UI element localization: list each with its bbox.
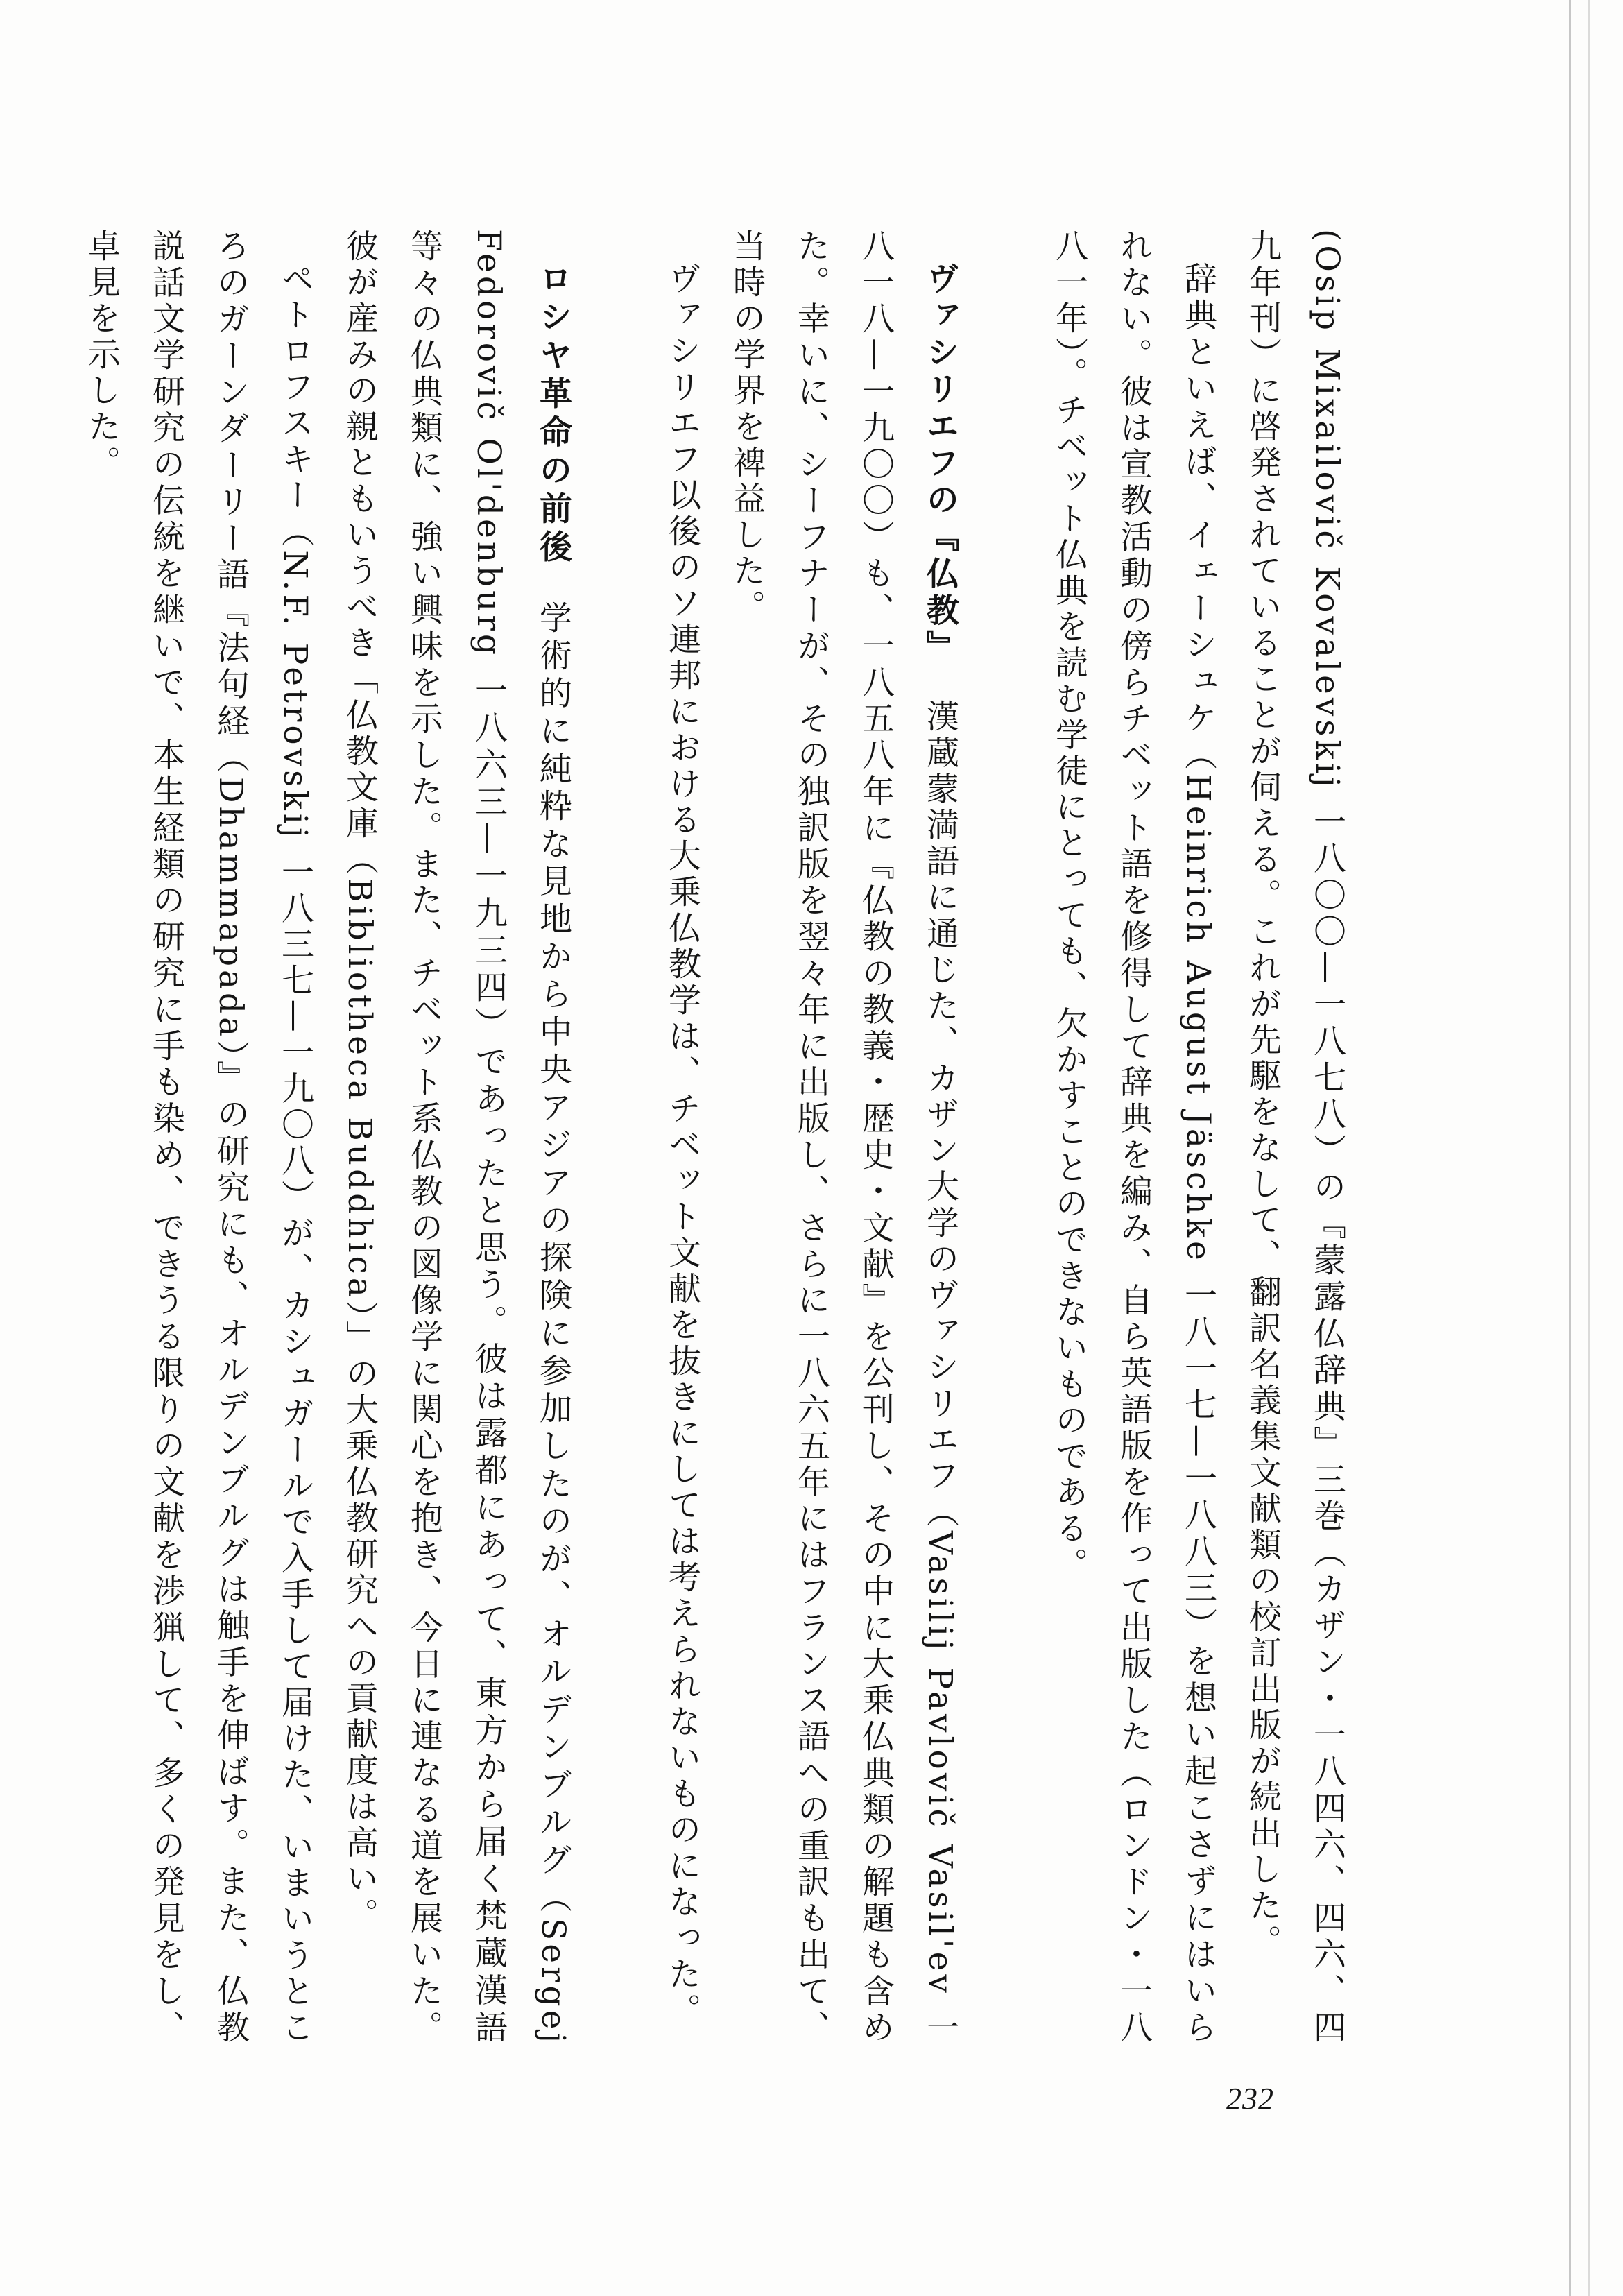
scan-edge-line — [1588, 0, 1590, 2296]
scan-edge-line — [1569, 0, 1571, 2296]
paragraph: ヴァシリエフ以後のソ連邦における大乗仏教学は、チベット文献を抜きにしては考えられないものになった。 — [663, 262, 701, 2029]
paragraph: 辞典といえば、イェーシュケ（Heinrich August Jäschke 一八一七—一八八三）を想い起こさずにはいられない。彼は宣教活動の傍らチベット語を修得して辞典を編み、自ら英語版を作って出版した（ロンドン・一八八一年）。チベット仏典を読む学徒にとっても、欠かすことのできないものである。 — [1050, 229, 1217, 2047]
paragraph: ペトロフスキー（N.F. Petrovskij 一八三七—一九〇八）が、カシュガールで入手して届けた、いまいうところのガーンダーリー語『法句経（Dhammapada）』の研究にも、オルデンブルグは触手を伸ばす。また、仏教説話文学研究の伝統を継いで、本生経類の研究に手も染め、できうる限りの文献を渉猟して、多くの発見をし、卓見を示した。 — [83, 229, 314, 2047]
vertical-text-body — [69, 229, 1359, 2046]
section-heading: ヴァシリエフの『仏教』 — [921, 262, 959, 667]
paragraph: (Osip Mixailovič Kovalevskij 一八〇〇—一八七八）の『蒙露仏辞典』三巻（カザン・一八四六、四六、四九年刊）に啓発されていることが伺える。これが先駆をなして、翻訳名義集文献類の校訂出版が続出した。 — [1244, 229, 1346, 2046]
section-heading: ロシヤ革命の前後 — [534, 262, 572, 569]
page-number: 232 — [1226, 2082, 1274, 2116]
section-paragraph — [714, 229, 972, 2046]
paragraph-text: 学術的に純粋な見地から中央アジアの探険に参加したのが、オルデンブルグ（Sergej Fedorovič Ol'denburg 一八六三—一九三四）であったと思う。彼は露都にあって、東方から届く梵蔵漢語等々の仏典類に、強い興味を示した。また、チベット系仏教の図像学に関心を抱き、今日に連なる道を展いた。彼が産みの親ともいうべき「仏教文庫（Bibliotheca Buddhica）」の大乗仏教研究への貢献度は高い。 — [341, 229, 572, 2047]
section-paragraph — [327, 229, 585, 2046]
paragraph-text: 漢蔵蒙満語に通じた、カザン大学のヴァシリエフ（Vasilij Pavlovič Vasil'ev 一八一八—一九〇〇）も、一八五八年に『仏教の教義・歴史・文献』を公刊し、その中に大乗仏典類の解題も含めた。幸いに、シーフナーが、その独訳版を翌々年に出版し、さらに一八六五年にはフランス語への重訳も出て、当時の学界を裨益した。 — [728, 229, 959, 2047]
